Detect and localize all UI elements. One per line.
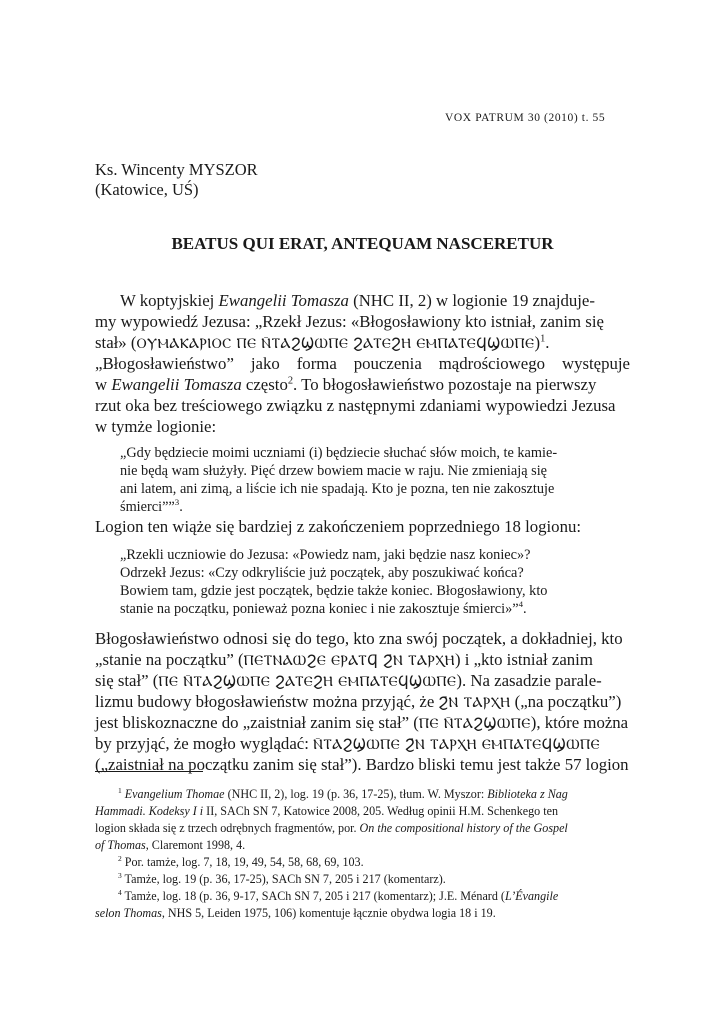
article-title: BEATUS QUI ERAT, ANTEQUAM NASCERETUR [171, 234, 554, 253]
text-line: my wypowiedź Jezusa: „Rzekł Jezus: «Błogosławiony kto istniał, zanim się [95, 312, 604, 331]
text-line: „stanie na początku” (ⲠⲈⲦⲚⲀⲰϨⲈ ⲈⲢⲀⲦϤ̄ Ϩ̄Ⲛ ⲦⲀⲢⲬⲎ) i „kto istniał zanim [95, 650, 593, 669]
text-line: stał» (ⲞⲨⲘⲀⲔⲀⲢⲒⲞⲤ ⲠⲈ Ⲛ̄ⲦⲀϨϢⲰⲠⲈ ϨⲀⲦⲈϨⲎ ⲈⲘⲠⲀⲦⲈϤϢⲰⲠⲈ)$^1$. [95, 333, 550, 352]
text-line: by przyjąć, że mogło wyglądać: Ⲛ̄ⲦⲀϨϢⲰⲠⲈ Ϩ̄Ⲛ ⲦⲀⲢⲬⲎ ⲈⲘⲠⲀⲦⲈϤϢⲰⲠⲈ [95, 734, 600, 753]
author-affiliation: (Katowice, UŚ) [95, 180, 199, 199]
text-line: Błogosławieństwo odnosi się do tego, kto zna swój początek, a dokładniej, kto [95, 629, 623, 648]
footnote-4: $^4$ Tamże, log. 18 (p. 36, 9-17, SACh SN 7, 205 i 217 (komentarz); J.E. Ménard (L’Évangile [118, 887, 559, 903]
footnote-ref: 2 [287, 375, 294, 387]
coptic-text: Ϩ̄Ⲛ ⲦⲀⲢⲬⲎ [438, 695, 511, 711]
text-line: W koptyjskiej Ewangelii Tomasza (NHC II, 2) w logionie 19 znajduje- [120, 291, 595, 310]
text-line: „Błogosławieństwo” jako forma pouczenia mądrościowego występuje [95, 354, 630, 373]
footnote-line: Hammadi. Kodeksy I i II, SACh SN 7, Katowice 2008, 205. Według opinii H.M. Schenkego ten [95, 804, 559, 818]
quote-line: Odrzekł Jezus: «Czy odkryliście już początek, aby poszukiwać końca? [120, 565, 524, 581]
quote-line: ani latem, ani zimą, a liście ich nie spadają. Kto je pozna, ten nie zakosztuje [120, 481, 555, 497]
text-line: się stał” (ⲠⲈ Ⲛ̄ⲦⲀϨϢⲰⲠⲈ ϨⲀⲦⲈϨⲎ ⲈⲘⲠⲀⲦⲈϤϢⲰⲠⲈ). Na zasadzie parale- [95, 671, 602, 690]
journal-header: VOX PATRUM 30 (2010) t. 55 [445, 112, 606, 124]
text-line: („zaistniał na początku zanim się stał”). Bardzo bliski temu jest także 57 logion [95, 755, 629, 774]
quote-line: nie będą wam służyły. Pięć drzew bowiem macie w raju. Nie zmieniają się [120, 463, 548, 479]
paragraph-2: Logion ten wiąże się bardziej z zakończeniem poprzedniego 18 logionu: [95, 517, 582, 536]
footnote-ref: 1 [540, 333, 546, 345]
text-line: lizmu budowy błogosławieństw można przyjąć, że Ϩ̄Ⲛ ⲦⲀⲢⲬⲎ („na początku”) [95, 692, 622, 711]
footnote-line: of Thomas, Claremont 1998, 4. [95, 838, 246, 852]
text-line: w Ewangelii Tomasza często$^2$. To błogosławieństwo pozostaje na pierwszy [95, 375, 597, 394]
text-line: rzut oka bez treściowego związku z następnymi zdaniami wypowiedzi Jezusa [95, 396, 616, 415]
coptic-text: Ⲛ̄ⲦⲀϨϢⲰⲠⲈ Ϩ̄Ⲛ ⲦⲀⲢⲬⲎ ⲈⲘⲠⲀⲦⲈϤϢⲰⲠⲈ [313, 737, 600, 753]
text-line: w tymże logionie: [95, 417, 217, 436]
footnote-line: selon Thomas, NHS 5, Leiden 1975, 106) komentuje łącznie obydwa logia 18 i 19. [95, 906, 496, 920]
footnote-1: $^1$ Evangelium Thomae (NHC II, 2), log. 19 (p. 36, 17-25), tłum. W. Myszor: Biblioteka z Nag [118, 785, 568, 801]
coptic-text: ⲞⲨⲘⲀⲔⲀⲢⲒⲞⲤ ⲠⲈ Ⲛ̄ⲦⲀϨϢⲰⲠⲈ ϨⲀⲦⲈϨⲎ ⲈⲘⲠⲀⲦⲈϤϢⲰⲠⲈ [136, 336, 535, 352]
footnote-line: logion składa się z trzech odrębnych fragmentów, por. On the compositional history of the Gospel [95, 821, 568, 835]
author-name: Ks. Wincenty MYSZOR [95, 160, 258, 179]
quote-line: „Rzekli uczniowie do Jezusa: «Powiedz nam, jaki będzie nasz koniec»? [120, 547, 531, 563]
footnote-2: $^2$ Por. tamże, log. 7, 18, 19, 49, 54, 58, 68, 69, 103. [118, 853, 364, 869]
quote-line: śmierci””$^3$. [120, 497, 183, 515]
quote-line: „Gdy będziecie moimi uczniami (i) będziecie słuchać słów moich, te kamie- [120, 445, 558, 461]
footnote-divider [95, 771, 203, 772]
text-line: jest bliskoznaczne do „zaistniał zanim się stał” (ⲠⲈ Ⲛ̄ⲦⲀϨϢⲰⲠⲈ), które można [95, 713, 629, 732]
footnote-3: $^3$ Tamże, log. 19 (p. 36, 17-25), SACh SN 7, 205 i 217 (komentarz). [118, 870, 446, 886]
coptic-text: ⲠⲈ Ⲛ̄ⲦⲀϨϢⲰⲠⲈ [418, 716, 531, 732]
coptic-text: ⲠⲈ Ⲛ̄ⲦⲀϨϢⲰⲠⲈ ϨⲀⲦⲈϨⲎ ⲈⲘⲠⲀⲦⲈϤϢⲰⲠⲈ [158, 674, 457, 690]
footnote-ref: 3 [174, 497, 180, 508]
quote-line: Bowiem tam, gdzie jest początek, będzie także koniec. Błogosławiony, kto [120, 583, 548, 599]
coptic-text: ⲠⲈⲦⲚⲀⲰϨⲈ ⲈⲢⲀⲦϤ̄ Ϩ̄Ⲛ ⲦⲀⲢⲬⲎ [243, 653, 455, 669]
footnote-ref: 4 [518, 599, 523, 610]
quote-line: stanie na początku, ponieważ pozna koniec i nie zakosztuje śmierci»”$^4$. [120, 599, 527, 617]
